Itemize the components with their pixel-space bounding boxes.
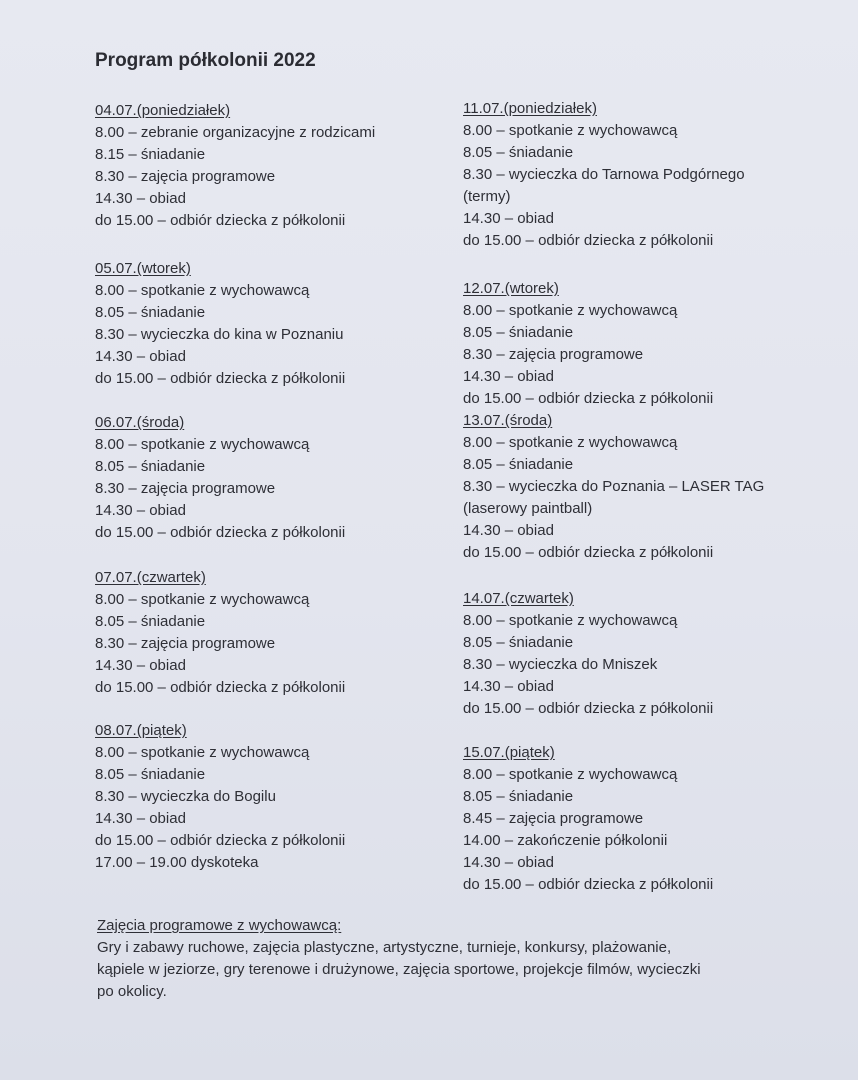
day-schedule xyxy=(463,742,833,896)
day-date: 15.07.(piątek) xyxy=(463,744,555,761)
day-date: 12.07.(wtorek) xyxy=(463,280,559,297)
day-date: 07.07.(czwartek) xyxy=(95,569,206,586)
day-date: 08.07.(piątek) xyxy=(95,722,187,739)
schedule-entry: 8.00 – spotkanie z wychowawcą xyxy=(463,122,678,139)
schedule-entry: do 15.00 – odbiór dziecka z półkolonii xyxy=(95,679,346,696)
schedule-entry: 8.05 – śniadanie xyxy=(95,458,206,475)
schedule-entry: 14.30 – obiad xyxy=(95,657,186,674)
schedule-entry: 8.00 – spotkanie z wychowawcą xyxy=(95,282,310,299)
day-date: 14.07.(czwartek) xyxy=(463,590,574,607)
schedule-entry: (termy) xyxy=(463,188,511,205)
day-schedule xyxy=(95,100,455,232)
schedule-entry: do 15.00 – odbiór dziecka z półkolonii xyxy=(463,544,714,561)
schedule-entry: do 15.00 – odbiór dziecka z półkolonii xyxy=(463,390,714,407)
schedule-entry: 8.00 – spotkanie z wychowawcą xyxy=(463,302,678,319)
schedule-entry: 8.15 – śniadanie xyxy=(95,146,206,163)
schedule-entry: (laserowy paintball) xyxy=(463,500,593,517)
day-date: 13.07.(środa) xyxy=(463,412,553,429)
activities-note-title: Zajęcia programowe z wychowawcą: xyxy=(97,917,342,934)
schedule-entry: 8.30 – wycieczka do Poznania – LASER TAG xyxy=(463,478,765,495)
schedule-entry: 8.05 – śniadanie xyxy=(463,144,574,161)
schedule-entry: 8.30 – zajęcia programowe xyxy=(95,480,276,497)
schedule-entry: 8.05 – śniadanie xyxy=(463,456,574,473)
schedule-entry: do 15.00 – odbiór dziecka z półkolonii xyxy=(95,524,346,541)
day-schedule xyxy=(463,588,833,720)
activities-note xyxy=(97,915,797,1003)
schedule-entry: 8.05 – śniadanie xyxy=(463,324,574,341)
schedule-entry: do 15.00 – odbiór dziecka z półkolonii xyxy=(95,212,346,229)
schedule-entry: 8.05 – śniadanie xyxy=(95,613,206,630)
day-schedule xyxy=(463,98,833,252)
schedule-entry: 14.00 – zakończenie półkolonii xyxy=(463,832,668,849)
day-schedule xyxy=(95,567,455,699)
day-schedule xyxy=(95,258,455,390)
page-title: Program półkolonii 2022 xyxy=(95,50,316,71)
schedule-entry: 14.30 – obiad xyxy=(95,502,186,519)
schedule-entry: do 15.00 – odbiór dziecka z półkolonii xyxy=(463,876,714,893)
schedule-entry: do 15.00 – odbiór dziecka z półkolonii xyxy=(95,370,346,387)
activities-note-line: Gry i zabawy ruchowe, zajęcia plastyczne, artystyczne, turnieje, konkursy, plażowanie, xyxy=(97,939,672,956)
schedule-entry: 8.30 – zajęcia programowe xyxy=(95,635,276,652)
day-date: 05.07.(wtorek) xyxy=(95,260,191,277)
day-schedule xyxy=(95,412,455,544)
schedule-entry: 8.05 – śniadanie xyxy=(95,304,206,321)
schedule-entry: 14.30 – obiad xyxy=(95,348,186,365)
schedule-entry: 8.00 – spotkanie z wychowawcą xyxy=(95,591,310,608)
schedule-entry: 8.00 – spotkanie z wychowawcą xyxy=(95,436,310,453)
day-schedule xyxy=(463,278,833,410)
schedule-entry: 14.30 – obiad xyxy=(463,210,554,227)
schedule-entry: 8.00 – spotkanie z wychowawcą xyxy=(463,766,678,783)
schedule-entry: 14.30 – obiad xyxy=(463,854,554,871)
schedule-entry: 8.30 – wycieczka do kina w Poznaniu xyxy=(95,326,344,343)
schedule-entry: do 15.00 – odbiór dziecka z półkolonii xyxy=(463,700,714,717)
schedule-entry: 14.30 – obiad xyxy=(95,190,186,207)
schedule-entry: 8.45 – zajęcia programowe xyxy=(463,810,644,827)
schedule-entry: 8.00 – spotkanie z wychowawcą xyxy=(95,744,310,761)
day-date: 11.07.(poniedziałek) xyxy=(463,100,597,117)
schedule-entry: do 15.00 – odbiór dziecka z półkolonii xyxy=(95,832,346,849)
day-date: 06.07.(środa) xyxy=(95,414,185,431)
schedule-entry: 14.30 – obiad xyxy=(463,522,554,539)
schedule-entry: 14.30 – obiad xyxy=(463,678,554,695)
activities-note-line: po okolicy. xyxy=(97,983,167,1000)
schedule-entry: 8.05 – śniadanie xyxy=(95,766,206,783)
schedule-entry: 8.05 – śniadanie xyxy=(463,788,574,805)
schedule-entry: 8.05 – śniadanie xyxy=(463,634,574,651)
schedule-entry: 17.00 – 19.00 dyskoteka xyxy=(95,854,259,871)
schedule-entry: 8.00 – spotkanie z wychowawcą xyxy=(463,612,678,629)
day-schedule xyxy=(95,720,455,874)
schedule-entry: do 15.00 – odbiór dziecka z półkolonii xyxy=(463,232,714,249)
schedule-entry: 8.30 – zajęcia programowe xyxy=(95,168,276,185)
day-schedule xyxy=(463,410,833,564)
schedule-entry: 8.30 – wycieczka do Tarnowa Podgórnego xyxy=(463,166,745,183)
day-date: 04.07.(poniedziałek) xyxy=(95,102,231,119)
activities-note-line: kąpiele w jeziorze, gry terenowe i drużynowe, zajęcia sportowe, projekcje filmów, wycieczki xyxy=(97,961,701,978)
schedule-entry: 8.00 – spotkanie z wychowawcą xyxy=(463,434,678,451)
schedule-entry: 8.00 – zebranie organizacyjne z rodzicami xyxy=(95,124,376,141)
schedule-entry: 14.30 – obiad xyxy=(95,810,186,827)
schedule-entry: 8.30 – wycieczka do Mniszek xyxy=(463,656,658,673)
schedule-entry: 8.30 – wycieczka do Bogilu xyxy=(95,788,276,805)
schedule-entry: 14.30 – obiad xyxy=(463,368,554,385)
schedule-entry: 8.30 – zajęcia programowe xyxy=(463,346,644,363)
